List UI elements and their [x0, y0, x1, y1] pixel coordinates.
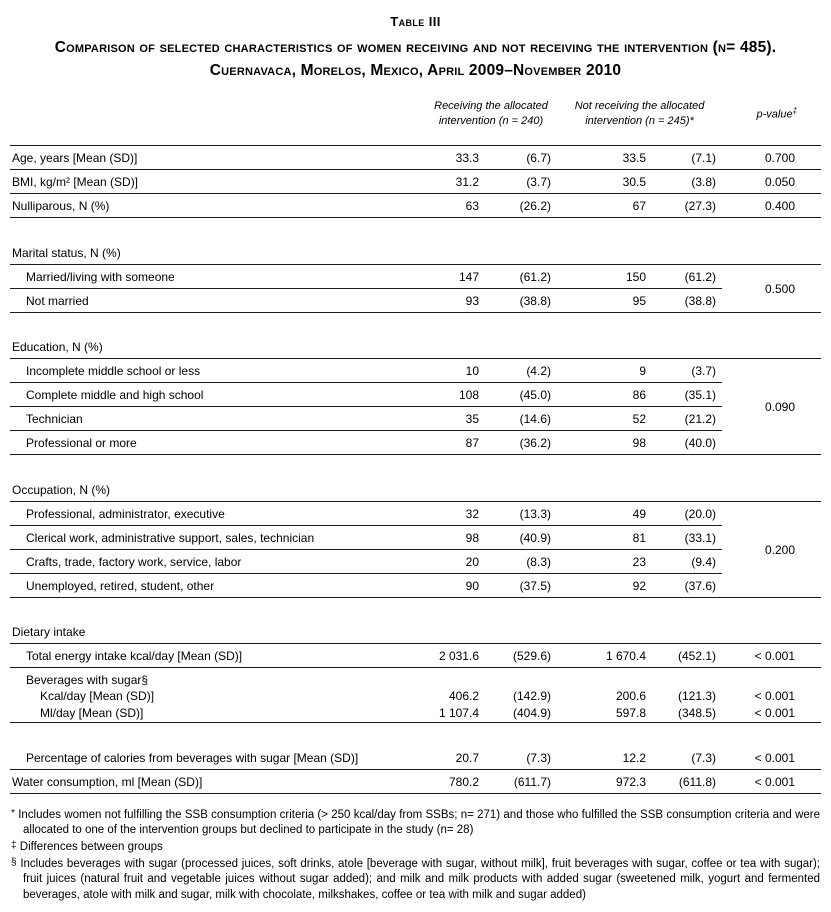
value-receiving: 31.2 [425, 170, 485, 194]
value-receiving: 108 [425, 383, 485, 407]
value-receiving: 33.3 [425, 146, 485, 170]
footnote-marker: § [11, 857, 17, 869]
subsection-row [10, 668, 821, 689]
spacer-cell [10, 597, 821, 620]
footnotes [10, 807, 821, 903]
value-receiving: 93 [425, 288, 485, 312]
table-title-line2: Cuernavaca, Morelos, Mexico, April 2009–November 2010 [209, 62, 622, 80]
value-receiving: 1 107.4 [425, 705, 485, 723]
sd-receiving: (13.3) [485, 501, 557, 525]
value-receiving: 2 031.6 [425, 644, 485, 668]
value-receiving: 87 [425, 431, 485, 455]
spacer-cell [10, 312, 821, 335]
table-row [10, 525, 821, 549]
table-row [10, 359, 821, 383]
column-header-pvalue [722, 95, 821, 146]
table-row [10, 288, 821, 312]
row-label: Percentage of calories from beverages with sugar [Mean (SD)] [10, 746, 425, 770]
row-label: BMI, kg/m² [Mean (SD)] [10, 170, 425, 194]
sd-not-receiving: (3.7) [652, 359, 722, 383]
table-row [10, 501, 821, 525]
value-not-receiving: 150 [557, 264, 652, 288]
value-not-receiving: 9 [557, 359, 652, 383]
value-not-receiving: 49 [557, 501, 652, 525]
value-receiving: 98 [425, 525, 485, 549]
section-label: Occupation, N (%) [10, 478, 821, 502]
section-row [10, 478, 821, 502]
sd-receiving: (3.7) [485, 170, 557, 194]
sd-receiving: (529.6) [485, 644, 557, 668]
sd-receiving: (36.2) [485, 431, 557, 455]
p-value: 0.400 [722, 194, 821, 218]
sd-receiving: (61.2) [485, 264, 557, 288]
value-receiving: 90 [425, 573, 485, 597]
footnote-text: Differences between groups [19, 841, 163, 854]
footnote-marker: ‡ [11, 840, 17, 852]
sd-receiving: (37.5) [485, 573, 557, 597]
p-value: 0.700 [722, 146, 821, 170]
sd-receiving: (8.3) [485, 549, 557, 573]
spacer-row [10, 597, 821, 620]
sd-not-receiving: (38.8) [652, 288, 722, 312]
value-not-receiving: 67 [557, 194, 652, 218]
sd-receiving: (142.9) [512, 689, 551, 704]
value-receiving: 10 [425, 359, 485, 383]
sd-not-receiving: (27.3) [652, 194, 722, 218]
sd-receiving: (40.9) [485, 525, 557, 549]
row-label: Nulliparous, N (%) [10, 194, 425, 218]
row-label: Ml/day [Mean (SD)] [10, 705, 425, 723]
p-value: 0.500 [722, 264, 821, 312]
table-title [10, 36, 821, 83]
p-value: < 0.001 [754, 689, 796, 704]
table-row [10, 146, 821, 170]
sd-not-receiving: (3.8) [652, 170, 722, 194]
section-row [10, 241, 821, 265]
sd-receiving: (14.6) [485, 407, 557, 431]
characteristics-table [10, 95, 821, 794]
table-row [10, 194, 821, 218]
section-label: Dietary intake [10, 620, 821, 644]
value-not-receiving: 30.5 [557, 170, 652, 194]
subsection-label: Beverages with sugar§ [26, 673, 149, 688]
row-label: Married/living with someone [10, 264, 425, 288]
value-receiving: 780.2 [425, 769, 485, 793]
row-label: Incomplete middle school or less [10, 359, 425, 383]
value-not-receiving: 972.3 [557, 769, 652, 793]
table-row [10, 264, 821, 288]
footnote-marker: * [11, 807, 15, 819]
column-header-row [10, 95, 821, 146]
footnote-text: Includes women not fulfilling the SSB consumption criteria (> 250 kcal/day from SSBs; n= 271) and those who fulfilled the SSB consumption criteria and were allocated to one of the intervention groups but declined to participate in the study (n= 28) [18, 808, 821, 836]
row-label: Clerical work, administrative support, sales, technician [10, 525, 425, 549]
sd-not-receiving: (21.2) [652, 407, 722, 431]
value-receiving: 147 [425, 264, 485, 288]
value-receiving: 20.7 [425, 746, 485, 770]
value-receiving: 35 [425, 407, 485, 431]
value-not-receiving: 52 [557, 407, 652, 431]
row-label: Professional, administrator, executive [10, 501, 425, 525]
spacer-cell [10, 723, 821, 746]
table-row [10, 383, 821, 407]
sd-receiving: (404.9) [485, 705, 557, 723]
table-row [10, 705, 821, 723]
column-header-not-receiving: Not receiving the allocated intervention (n = 245)* [557, 95, 722, 146]
sd-not-receiving: (7.3) [652, 746, 722, 770]
table-body [10, 146, 821, 794]
sd-not-receiving: (611.8) [652, 769, 722, 793]
sd-receiving: (4.2) [485, 359, 557, 383]
table-row [10, 746, 821, 770]
sd-not-receiving: (61.2) [652, 264, 722, 288]
value-receiving: 20 [425, 549, 485, 573]
section-label: Marital status, N (%) [10, 241, 821, 265]
p-value: 0.200 [722, 501, 821, 597]
spacer-cell [10, 455, 821, 478]
row-label: Crafts, trade, factory work, service, labor [10, 549, 425, 573]
row-label: Technician [10, 407, 425, 431]
value-not-receiving: 23 [557, 549, 652, 573]
table-row [10, 573, 821, 597]
sd-not-receiving: (121.3) [677, 689, 717, 704]
value-not-receiving: 12.2 [557, 746, 652, 770]
value-receiving: 406.2 [448, 689, 479, 704]
p-value: 0.090 [722, 359, 821, 455]
value-not-receiving: 98 [557, 431, 652, 455]
footnote-section [11, 856, 820, 903]
table-number: Table III [390, 14, 441, 29]
row-label: Not married [10, 288, 425, 312]
sd-not-receiving: (7.1) [652, 146, 722, 170]
sd-not-receiving: (40.0) [652, 431, 722, 455]
value-receiving: 32 [425, 501, 485, 525]
value-not-receiving: 200.6 [615, 689, 646, 704]
row-label: Total energy intake kcal/day [Mean (SD)] [10, 644, 425, 668]
p-value: 0.050 [722, 170, 821, 194]
spacer-row [10, 455, 821, 478]
row-label: Complete middle and high school [10, 383, 425, 407]
row-label: Professional or more [10, 431, 425, 455]
footnote-double-dagger [11, 839, 820, 855]
row-label: Unemployed, retired, student, other [10, 573, 425, 597]
value-not-receiving: 81 [557, 525, 652, 549]
value-not-receiving: 597.8 [557, 705, 652, 723]
sd-not-receiving: (33.1) [652, 525, 722, 549]
p-value: < 0.001 [722, 705, 821, 723]
spacer-row [10, 723, 821, 746]
footnote-text: Includes beverages with sugar (processed juices, soft drinks, atole [beverage with sugar, without milk], fruit beverages with sugar, coffee or tea with sugar); fruit juices (natural fruit and vegetable juices without sugar added); and milk and milk products with added sugar (sweetened milk, yogurt and fermented beverages, atole with milk and sugar, milk with chocolate, milkshakes, coffee or tea with milk and sugar added) [20, 858, 820, 901]
value-not-receiving: 95 [557, 288, 652, 312]
p-value: < 0.001 [722, 644, 821, 668]
sd-not-receiving: (9.4) [652, 549, 722, 573]
row-label: Water consumption, ml [Mean (SD)] [10, 769, 425, 793]
section-label: Education, N (%) [10, 335, 821, 359]
sd-not-receiving: (452.1) [652, 644, 722, 668]
value-not-receiving: 86 [557, 383, 652, 407]
section-row [10, 620, 821, 644]
spacer-cell [10, 218, 821, 241]
value-not-receiving: 1 670.4 [557, 644, 652, 668]
value-receiving: 63 [425, 194, 485, 218]
table-row [10, 170, 821, 194]
table-row [10, 644, 821, 668]
p-value: < 0.001 [722, 746, 821, 770]
section-row [10, 335, 821, 359]
sd-receiving: (38.8) [485, 288, 557, 312]
value-not-receiving: 92 [557, 573, 652, 597]
sd-receiving: (611.7) [485, 769, 557, 793]
table-row [10, 688, 821, 705]
spacer-row [10, 312, 821, 335]
row-label: Age, years [Mean (SD)] [10, 146, 425, 170]
row-label: Kcal/day [Mean (SD)] [40, 689, 155, 704]
sd-not-receiving: (348.5) [652, 705, 722, 723]
sd-not-receiving: (37.6) [652, 573, 722, 597]
table-title-line1: Comparison of selected characteristics of women receiving and not receiving the intervention (n= 485). [54, 39, 777, 56]
sd-receiving: (45.0) [485, 383, 557, 407]
column-header-receiving: Receiving the allocated intervention (n = 240) [425, 95, 557, 146]
table-row [10, 769, 821, 793]
sd-receiving: (6.7) [485, 146, 557, 170]
table-row [10, 431, 821, 455]
pvalue-header-text: p-value [756, 108, 793, 121]
sd-receiving: (7.3) [485, 746, 557, 770]
sd-not-receiving: (35.1) [652, 383, 722, 407]
column-header-empty [10, 95, 425, 146]
table-row [10, 407, 821, 431]
footnote-asterisk [11, 807, 820, 838]
value-not-receiving: 33.5 [557, 146, 652, 170]
table-row [10, 549, 821, 573]
sd-receiving: (26.2) [485, 194, 557, 218]
p-value: < 0.001 [722, 769, 821, 793]
sd-not-receiving: (20.0) [652, 501, 722, 525]
spacer-row [10, 218, 821, 241]
pvalue-header-marker: ‡ [792, 105, 798, 115]
